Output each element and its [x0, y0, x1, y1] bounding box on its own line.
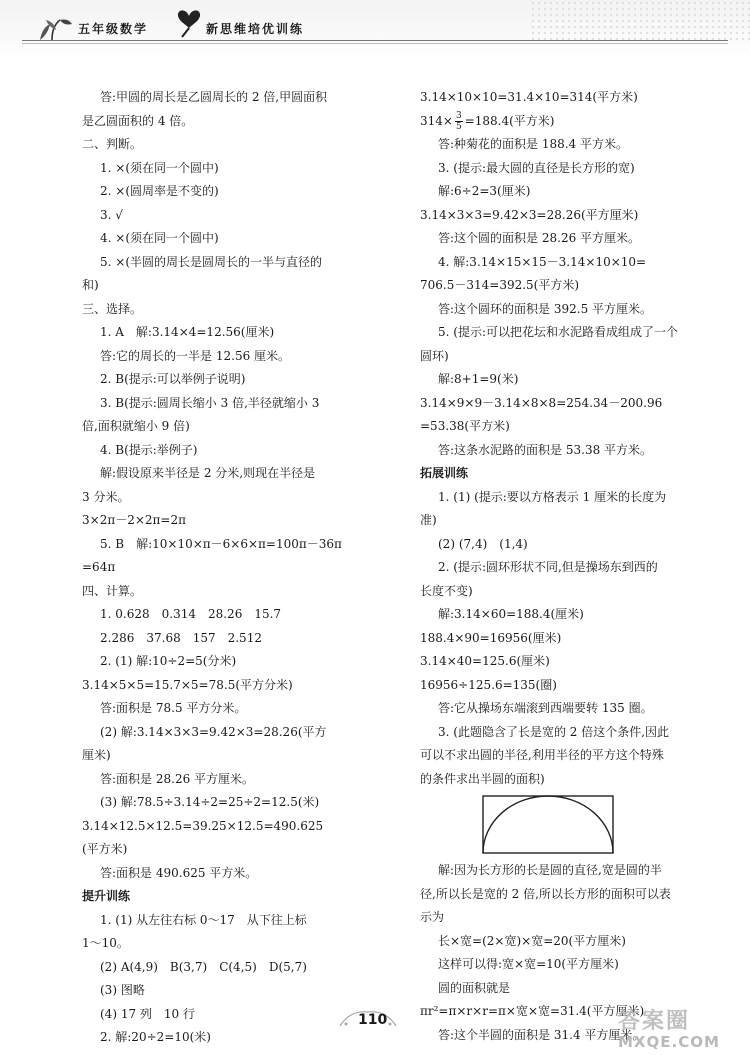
- text-line: (4) 17 列 10 行: [100, 1006, 195, 1021]
- text-line: 3.14×5×5=15.7×5=78.5(平方分米): [82, 677, 293, 692]
- text-line: 倍,面积就缩小 9 倍): [82, 419, 190, 433]
- text-line: (2) A(4,9) B(3,7) C(4,5) D(5,7): [100, 959, 307, 974]
- semicircle-diagram: [420, 791, 688, 859]
- text-line: 可以不求出圆的半径,利用半径的平方这个特殊: [420, 748, 664, 762]
- section-heading: 提升训练: [82, 889, 131, 903]
- fraction-suffix: =188.4(平方米): [464, 113, 555, 128]
- text-line: 3.14×3×3=9.42×3=28.26(平方厘米): [420, 207, 639, 222]
- text-line: 2.286 37.68 157 2.512: [100, 630, 262, 645]
- text-line: 三、选择。: [82, 301, 143, 316]
- text-line: 解:3.14×60=188.4(厘米): [438, 607, 584, 621]
- text-line: 四、计算。: [82, 583, 143, 598]
- text-line: 3 分米。: [82, 489, 130, 504]
- text-line: 2. (提示:圆环形状不同,但是操场东到西的: [438, 560, 658, 574]
- text-line: 2. B(提示:可以举例子说明): [100, 372, 246, 386]
- text-line: 2. 解:20÷2=10(米): [100, 1030, 211, 1044]
- text-line: 2. ×(圆周率是不变的): [100, 184, 219, 198]
- text-line: 答:它从操场东端滚到西端要转 135 圈。: [438, 701, 653, 715]
- text-line: 1. A 解:3.14×4=12.56(厘米): [100, 325, 275, 339]
- header-title-left: 五年级数学: [78, 22, 149, 36]
- fraction-numerator: 3: [455, 110, 462, 121]
- text-line: 2. (1) 解:10÷2=5(分米): [100, 654, 237, 668]
- fraction-line: [420, 110, 688, 134]
- text-line: 706.5－314=392.5(平方米): [420, 278, 580, 292]
- text-line: 5. B 解:10×10×π－6×6×π=100π－36π: [100, 536, 342, 551]
- text-line: (3) 图略: [100, 983, 145, 997]
- text-line: 长×宽=(2×宽)×宽=20(平方厘米): [438, 933, 626, 948]
- text-line: (2) 解:3.14×3×3=9.42×3=28.26(平方: [100, 724, 327, 739]
- text-line: 示为: [420, 910, 445, 924]
- text-line: 4. 解:3.14×15×15－3.14×10×10=: [438, 254, 647, 269]
- text-line: 圆环): [420, 348, 449, 363]
- text-line: 径,所以长是宽的 2 倍,所以长方形的面积可以表: [420, 886, 671, 901]
- text-line: 3. (此题隐含了长是宽的 2 倍这个条件,因此: [438, 724, 670, 739]
- text-line: 1. (1) (提示:要以方格表示 1 厘米的长度为: [438, 489, 667, 504]
- left-column: [82, 86, 382, 1050]
- fraction-prefix: 314×: [420, 113, 453, 128]
- text-line: 解:8+1=9(米): [438, 372, 519, 386]
- text-line: 3.14×40=125.6(厘米): [420, 654, 550, 668]
- text-line: 圆的面积就是: [438, 980, 511, 995]
- text-line: 答:这个半圆的面积是 31.4 平方厘米。: [438, 1027, 645, 1042]
- text-line: 188.4×90=16956(厘米): [420, 630, 562, 645]
- fraction: [455, 111, 463, 132]
- text-line: 准): [420, 513, 437, 527]
- text-line: 解:因为长方形的长是圆的直径,宽是圆的半: [438, 863, 662, 877]
- text-line: 答:这个圆环的面积是 392.5 平方厘米。: [438, 301, 653, 316]
- text-line: 4. B(提示:举例子): [100, 442, 198, 457]
- text-line: 和): [82, 278, 99, 292]
- text-line: 3. B(提示:圆周长缩小 3 倍,半径就缩小 3: [100, 395, 320, 410]
- text-line: (平方米): [82, 842, 128, 856]
- text-line: 解:假设原来半径是 2 分米,则现在半径是: [100, 466, 316, 480]
- watermark-top: 答案圈: [618, 1009, 691, 1034]
- semicircle-arc: [483, 796, 613, 853]
- text-line: =53.38(平方米): [420, 419, 510, 433]
- text-line: 3.14×12.5×12.5=39.25×12.5=490.625: [82, 818, 324, 833]
- watermark-bottom: MXQE.COM: [618, 1033, 720, 1051]
- text-line: 答:这条水泥路的面积是 53.38 平方米。: [438, 442, 653, 457]
- page-header: [0, 0, 750, 64]
- text-line: (3) 解:78.5÷3.14÷2=25÷2=12.5(米): [100, 795, 320, 809]
- text-line: 的条件求出半圆的面积): [420, 771, 545, 786]
- text-line: 答:面积是 78.5 平方分米。: [100, 701, 247, 715]
- text-line: 是乙圆面积的 4 倍。: [82, 113, 194, 128]
- text-line: 5. ×(半圆的周长是圆周长的一半与直径的: [100, 254, 323, 269]
- watermark: [618, 1004, 738, 1050]
- heart-icon: [176, 4, 202, 38]
- section-heading: 拓展训练: [420, 466, 469, 480]
- text-line: 答:它的周长的一半是 12.56 厘米。: [100, 348, 291, 363]
- header-dot-pattern: [530, 0, 750, 40]
- text-line: 1. 0.628 0.314 28.26 15.7: [100, 607, 282, 621]
- header-title-right: 新思维培优训练: [206, 22, 305, 36]
- text-line: 这样可以得:宽×宽=10(平方厘米): [438, 957, 619, 971]
- text-line: 长度不变): [420, 583, 473, 598]
- text-line: (2) (7,4) (1,4): [438, 536, 528, 551]
- text-line: 3.14×10×10=31.4×10=314(平方米): [420, 90, 638, 104]
- text-line: 1. (1) 从左往右标 0～17 从下往上标: [100, 912, 307, 927]
- text-line: 答:甲圆的周长是乙圆周长的 2 倍,甲圆面积: [100, 90, 328, 104]
- fraction-denominator: 5: [455, 121, 462, 132]
- semicircle-in-rectangle-figure: [482, 795, 614, 855]
- text-line: 3×2π－2×2π=2π: [82, 513, 186, 527]
- text-line: 1～10。: [82, 936, 129, 950]
- text-line: 1. ×(须在同一个圆中): [100, 160, 219, 175]
- text-line: πr²=π×r×r=π×宽×宽=31.4(平方厘米): [420, 1004, 645, 1018]
- text-line: 答:面积是 490.625 平方米。: [100, 865, 258, 880]
- text-line: 3. (提示:最大圆的直径是长方形的宽): [438, 160, 635, 175]
- text-line: 答:种菊花的面积是 188.4 平方米。: [438, 137, 629, 151]
- header-rule: [22, 40, 728, 41]
- text-line: 答:这个圆的面积是 28.26 平方厘米。: [438, 231, 641, 245]
- text-line: 厘米): [82, 748, 111, 762]
- rectangle-shape: [483, 796, 613, 853]
- text-line: =64π: [82, 560, 116, 574]
- text-line: 4. ×(须在同一个圆中): [100, 231, 219, 245]
- text-line: 答:面积是 28.26 平方厘米。: [100, 771, 255, 786]
- page-number: 110: [358, 1012, 388, 1028]
- text-line: 5. (提示:可以把花坛和水泥路看成组成了一个: [438, 325, 678, 339]
- text-line: 二、判断。: [82, 137, 143, 151]
- header-rule-thin: [22, 43, 728, 44]
- right-column: [420, 86, 688, 1047]
- text-line: 解:6÷2=3(厘米): [438, 184, 531, 198]
- text-line: 3. √: [100, 207, 123, 222]
- text-line: 16956÷125.6=135(圈): [420, 677, 557, 692]
- text-line: 3.14×9×9－3.14×8×8=254.34－200.96: [420, 395, 663, 410]
